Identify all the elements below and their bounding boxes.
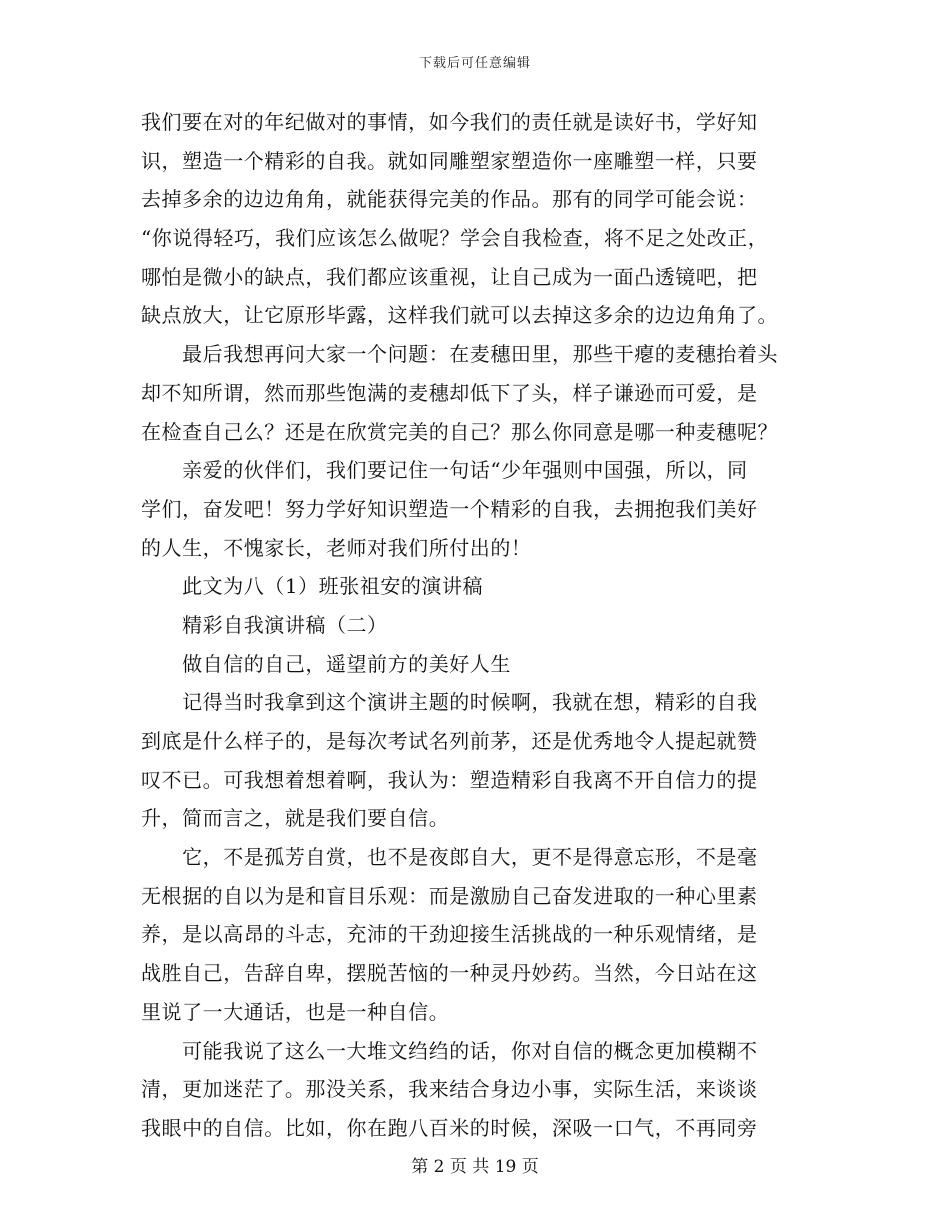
text-line: 却不知所谓，然而那些饱满的麦穗却低下了头，样子谦逊而可爱，是 [141,380,758,405]
section-title: 精彩自我演讲稿（二） [141,612,388,637]
text-line: 亲爱的伙伴们，我们要记住一句话“少年强则中国强，所以，同 [141,458,748,483]
document-body [141,103,811,1148]
page-number-footer: 第 2 页 共 19 页 [411,1157,539,1177]
text-line: 它，不是孤芳自赏，也不是夜郎自大，更不是得意忘形，不是毫 [141,845,758,870]
text-line: 到底是什么样子的，是每次考试名列前茅，还是优秀地令人提起就赞 [141,729,758,753]
text-line: 哪怕是微小的缺点，我们都应该重视，让自己成为一面凸透镜吧，把 [141,264,758,289]
text-line: 可能我说了这么一大堆文绉绉的话，你对自信的概念更加模糊不 [141,1038,758,1063]
text-line: 此文为八（1）班张祖安的演讲稿 [141,574,484,599]
text-line: 最后我想再问大家一个问题：在麦穗田里，那些干瘪的麦穗抬着头 [141,342,779,367]
text-line: 升，简而言之，就是我们要自信。 [141,806,450,831]
text-line: 在检查自己么？还是在欣赏完美的自己？那么你同意是哪一种麦穗呢？ [141,419,779,444]
text-line: 养，是以高昂的斗志，充沛的干劲迎接生活挑战的一种乐观情绪，是 [141,922,758,947]
page-header: 下载后可任意编辑 [418,56,531,71]
text-line: 清，更加迷茫了。那没关系，我来结合身边小事，实际生活，来谈谈 [141,1077,758,1102]
text-line: 的人生，不愧家长，老师对我们所付出的！ [141,535,532,560]
text-line: 我们要在对的年纪做对的事情，如今我们的责任就是读好书，学好知 [141,110,758,134]
text-line: 叹不已。可我想着想着啊，我认为：塑造精彩自我离不开自信力的提 [141,767,758,792]
text-line: 识，塑造一个精彩的自我。就如同雕塑家塑造你一座雕塑一样，只要 [141,148,758,173]
text-line: 里说了一大通话，也是一种自信。 [141,999,450,1024]
text-line: 战胜自己，告辞自卑，摆脱苦恼的一种灵丹妙药。当然，今日站在这 [141,961,758,986]
text-line: 学们，奋发吧！努力学好知识塑造一个精彩的自我，去拥抱我们美好 [141,496,758,521]
text-line: 缺点放大，让它原形毕露，这样我们就可以去掉这多余的边边角角了。 [141,303,779,328]
text-line: “你说得轻巧，我们应该怎么做呢？学会自我检查，将不足之处改正， [141,226,769,251]
text-line: 去掉多余的边边角角，就能获得完美的作品。那有的同学可能会说： [141,187,758,212]
text-line: 记得当时我拿到这个演讲主题的时候啊，我就在想，精彩的自我 [141,690,758,715]
speech-title: 做自信的自己，遥望前方的美好人生 [141,651,511,676]
text-line: 我眼中的自信。比如，你在跑八百米的时候，深吸一口气，不再同旁 [141,1115,758,1140]
text-line: 无根据的自以为是和盲目乐观：而是激励自己奋发进取的一种心里素 [141,883,758,908]
